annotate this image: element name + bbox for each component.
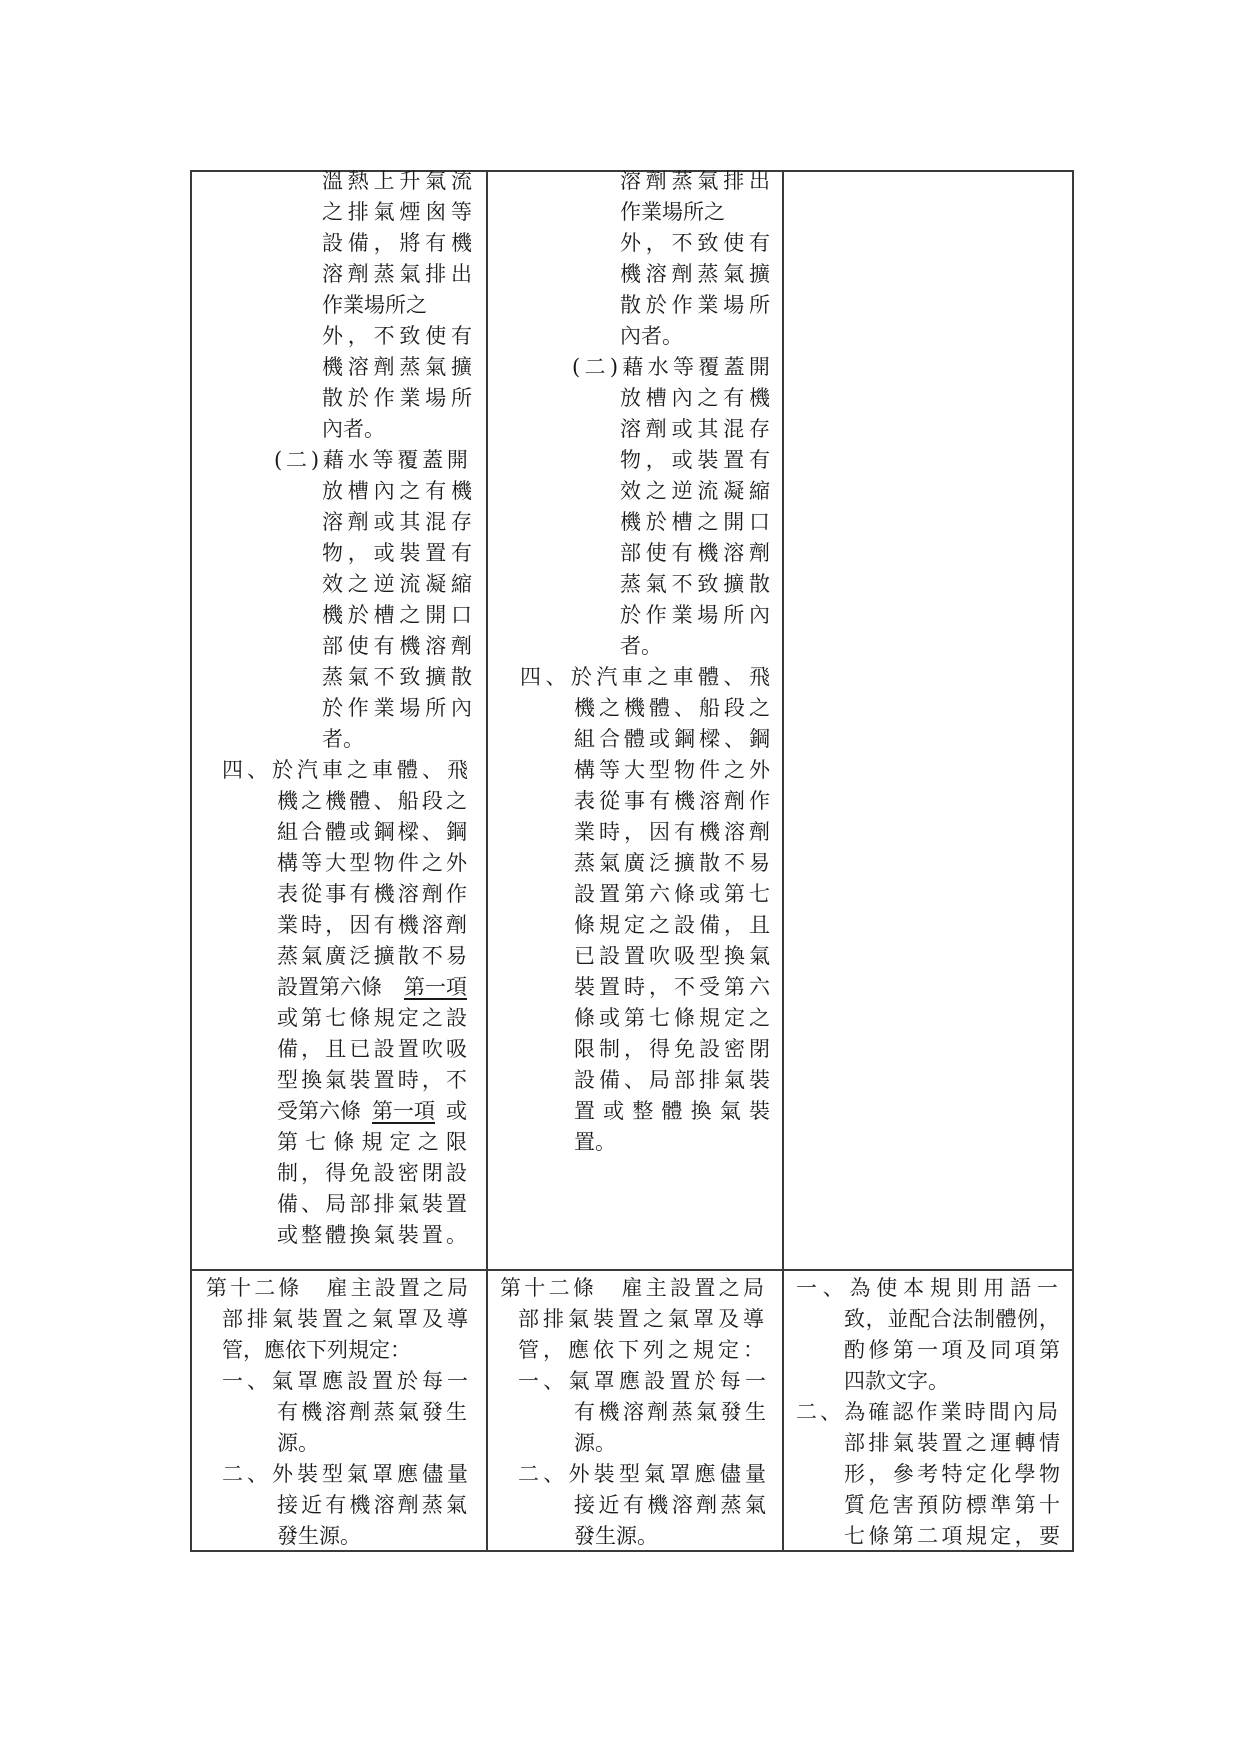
text-line: 致 ， 並 配 合 法 制 體 例 ，	[844, 1307, 1060, 1331]
text-line: 一 、 氣 罩 應 設 置 於 每 一	[518, 1369, 766, 1393]
text-line: 部 排 氣 裝 置 之 運 轉 情	[844, 1431, 1060, 1455]
text-line: 外 ， 不 致 使 有	[620, 231, 770, 255]
text-line: ( 二 ) 藉 水 等 覆 蓋 開	[274, 448, 468, 472]
text-line: 散 於 作 業 場 所	[620, 293, 770, 317]
text-line: 源。	[277, 1431, 319, 1455]
text-line: 表 從 事 有 機 溶 劑 作	[574, 789, 770, 813]
text-line: 機 之 機 體 、 船 段 之	[574, 696, 770, 720]
text-line: 二 、 外 裝 型 氣 罩 應 儘 量	[222, 1462, 468, 1486]
text-line: 物 ， 或 裝 置 有	[322, 541, 472, 565]
text-line: 或 第 七 條 規 定 之 設	[277, 1006, 467, 1030]
text-line: 一 、 為 使 本 規 則 用 語 一	[796, 1276, 1058, 1300]
text-line: 有 機 溶 劑 蒸 氣 發 生	[277, 1400, 467, 1424]
text-line: 放 槽 內 之 有 機	[322, 479, 472, 503]
text-line: 於 作 業 場 所 內	[620, 603, 770, 627]
text-line: 者。	[322, 727, 364, 751]
text-line: 效 之 逆 流 凝 縮	[620, 479, 770, 503]
text-line: 備 、 局 部 排 氣 裝 置	[277, 1192, 467, 1216]
comparison-table	[190, 170, 1074, 1552]
text-line: 設 備 ， 將 有 機	[322, 231, 472, 255]
text-line: 蒸 氣 廣 泛 擴 散 不 易	[277, 944, 467, 968]
text-line: 第 十 二 條 雇 主 設 置 之 局	[206, 1276, 468, 1300]
upper-col2-cell	[486, 169, 782, 1269]
text-line: 四款文字。	[844, 1369, 949, 1393]
text-line: 七 條 第 二 項 規 定 ， 要	[844, 1524, 1060, 1548]
text-line: 二 、 外 裝 型 氣 罩 應 儘 量	[518, 1462, 766, 1486]
text-line: 條 或 第 七 條 規 定 之	[574, 1006, 770, 1030]
text-line: 已 設 置 吹 吸 型 換 氣	[574, 944, 770, 968]
text-line: 發生源。	[277, 1524, 361, 1548]
upper-col1-cell	[192, 169, 486, 1269]
text-line: 管，應依下列規定：	[222, 1338, 411, 1362]
text-line: ( 二 ) 藉 水 等 覆 蓋 開	[572, 355, 770, 379]
text-line: 第 七 條 規 定 之 限	[277, 1130, 467, 1154]
text-line: 機 溶 劑 蒸 氣 擴	[322, 355, 472, 379]
text-line: 蒸 氣 不 致 擴 散	[322, 665, 472, 689]
text-line: 酌 修 第 一 項 及 同 項 第	[844, 1338, 1060, 1362]
text-line: 外 ， 不 致 使 有	[322, 324, 472, 348]
text-line: 形 ， 參 考 特 定 化 學 物	[844, 1462, 1060, 1486]
upper-col3-cell	[782, 172, 1076, 1269]
text-line: 部 使 有 機 溶 劑	[620, 541, 770, 565]
text-line: 制 ， 得 免 設 密 閉 設	[277, 1161, 467, 1185]
text-line: 物 ， 或 裝 置 有	[620, 448, 770, 472]
text-line: 質 危 害 預 防 標 準 第 十	[844, 1493, 1060, 1517]
text-line: 作業場所之	[620, 200, 725, 224]
text-line: 溶 劑 或 其 混 存	[620, 417, 770, 441]
text-line: 溶 劑 或 其 混 存	[322, 510, 472, 534]
text-line: 設 備 、 局 部 排 氣 裝	[574, 1068, 770, 1092]
lower-col3-cell	[782, 1269, 1076, 1554]
text-line: 二 、 為 確 認 作 業 時 間 內 局	[796, 1400, 1058, 1424]
text-line: 之 排 氣 煙 囪 等	[322, 200, 472, 224]
text-line: 機 於 槽 之 開 口	[322, 603, 472, 627]
text-line: 限 制 ， 得 免 設 密 閉	[574, 1037, 770, 1061]
text-line: 者。	[620, 634, 662, 658]
text-line: 業 時 ， 因 有 機 溶 劑	[277, 913, 467, 937]
text-line: 接 近 有 機 溶 劑 蒸 氣	[574, 1493, 766, 1517]
text-line: 一 、 氣 罩 應 設 置 於 每 一	[222, 1369, 468, 1393]
text-line: 第 十 二 條 雇 主 設 置 之 局	[500, 1276, 764, 1300]
text-line: 溶 劑 蒸 氣 排 出	[322, 262, 472, 286]
text-line: 部 排 氣 裝 置 之 氣 罩 及 導	[518, 1307, 764, 1331]
text-line: 溫 熱 上 升 氣 流	[322, 169, 472, 193]
text-line: 溶 劑 蒸 氣 排 出	[620, 169, 770, 193]
text-line: 作業場所之	[322, 293, 427, 317]
text-line: 置。	[574, 1130, 616, 1154]
text-line: 機 於 槽 之 開 口	[620, 510, 770, 534]
text-line: 條 規 定 之 設 備 ， 且	[574, 913, 770, 937]
text-line: 表 從 事 有 機 溶 劑 作	[277, 882, 467, 906]
text-line: 組 合 體 或 鋼 樑 、 鋼	[277, 820, 467, 844]
text-line: 放 槽 內 之 有 機	[620, 386, 770, 410]
text-line: 管 ， 應 依 下 列 之 規 定 ：	[518, 1338, 764, 1362]
text-line: 機 之 機 體 、 船 段 之	[277, 789, 467, 813]
text-line: 效 之 逆 流 凝 縮	[322, 572, 472, 596]
lower-col1-cell	[192, 1269, 486, 1554]
text-line: 組 合 體 或 鋼 樑 、 鋼	[574, 727, 770, 751]
text-line: 設 置 第 六 條 或 第 七	[574, 882, 770, 906]
text-line: 置 或 整 體 換 氣 裝	[574, 1099, 770, 1123]
text-line: 備 ， 且 已 設 置 吹 吸	[277, 1037, 467, 1061]
text-line: 設置第六條 第一項	[277, 975, 467, 999]
text-line: 型 換 氣 裝 置 時 ， 不	[277, 1068, 467, 1092]
text-line: 內者。	[322, 417, 385, 441]
text-line: 散 於 作 業 場 所	[322, 386, 472, 410]
text-line: 機 溶 劑 蒸 氣 擴	[620, 262, 770, 286]
text-line: 發生源。	[574, 1524, 658, 1548]
text-line: 有 機 溶 劑 蒸 氣 發 生	[574, 1400, 766, 1424]
text-line: 蒸 氣 不 致 擴 散	[620, 572, 770, 596]
text-line: 四 、 於 汽 車 之 車 體 、 飛	[520, 665, 770, 689]
text-line: 部 使 有 機 溶 劑	[322, 634, 472, 658]
text-line: 源。	[574, 1431, 616, 1455]
text-line: 蒸 氣 廣 泛 擴 散 不 易	[574, 851, 770, 875]
text-line: 或 整 體 換 氣 裝 置 。	[277, 1223, 467, 1247]
text-line: 裝 置 時 ， 不 受 第 六	[574, 975, 770, 999]
text-line: 業 時 ， 因 有 機 溶 劑	[574, 820, 770, 844]
text-line: 受第六條 第一項 或	[277, 1099, 467, 1123]
text-line: 內者。	[620, 324, 683, 348]
lower-col2-cell	[486, 1269, 782, 1554]
text-line: 構 等 大 型 物 件 之 外	[277, 851, 467, 875]
text-line: 構 等 大 型 物 件 之 外	[574, 758, 770, 782]
text-line: 部 排 氣 裝 置 之 氣 罩 及 導	[222, 1307, 468, 1331]
text-line: 接 近 有 機 溶 劑 蒸 氣	[277, 1493, 467, 1517]
text-line: 四 、 於 汽 車 之 車 體 、 飛	[222, 758, 468, 782]
text-line: 於 作 業 場 所 內	[322, 696, 472, 720]
